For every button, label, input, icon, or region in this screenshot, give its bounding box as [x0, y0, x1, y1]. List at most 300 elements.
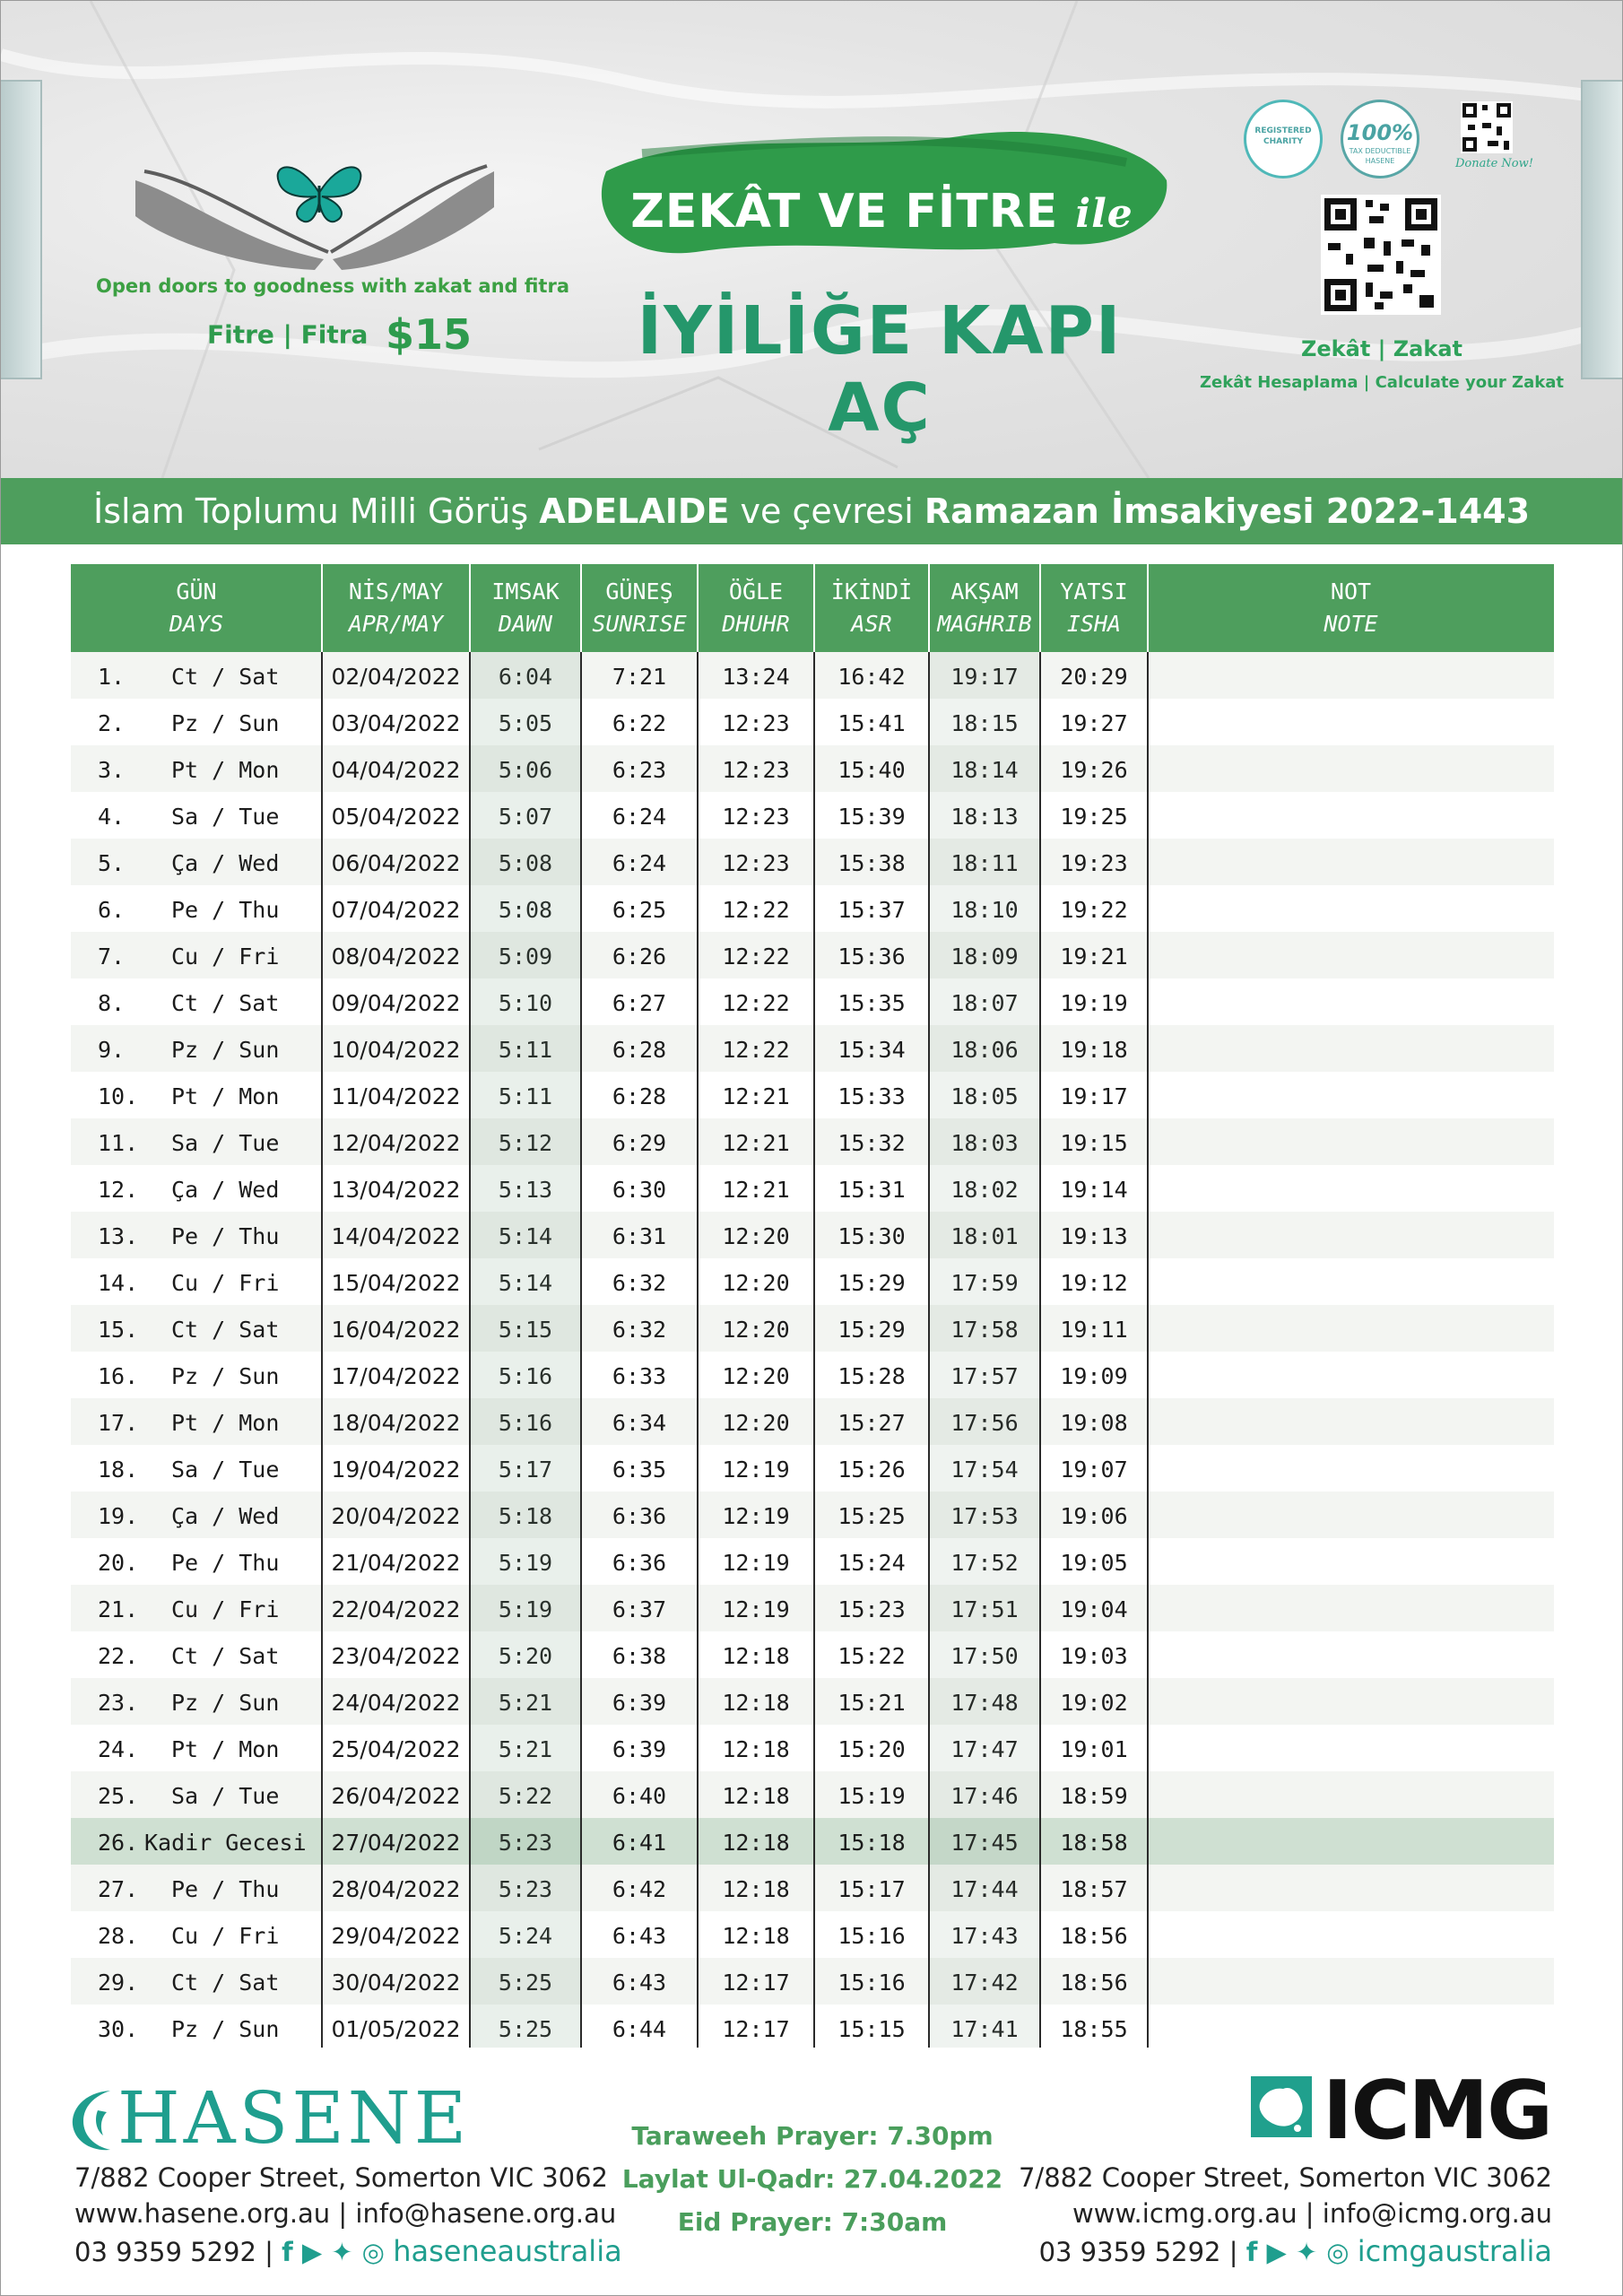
row-imsak: 5:19: [498, 1596, 553, 1622]
row-date: 12/04/2022: [331, 1130, 461, 1156]
row-imsak: 5:24: [498, 1923, 553, 1949]
row-ikindi: 15:17: [838, 1876, 906, 1902]
row-imsak: 5:21: [498, 1690, 553, 1716]
row-yatsi: 18:56: [1060, 1923, 1128, 1949]
row-ogle: 12:20: [722, 1317, 790, 1343]
row-date: 19/04/2022: [331, 1457, 461, 1483]
row-gunes: 6:24: [612, 804, 667, 830]
header-days: [71, 564, 322, 652]
icmg-email-link[interactable]: info@icmg.org.au: [1322, 2198, 1552, 2229]
table-row: [71, 1118, 1554, 1165]
door-left-icon: [1, 80, 42, 379]
tax-badge-hasene: HASENE: [1365, 157, 1395, 165]
row-gunes: 6:43: [612, 1923, 667, 1949]
row-ogle: 12:22: [722, 1037, 790, 1063]
row-imsak: 5:07: [498, 804, 553, 830]
header-isha-tr: YATSI: [1060, 578, 1128, 604]
headline-part2: ve çevresi: [729, 491, 924, 531]
row-ogle: 12:20: [722, 1223, 790, 1249]
row-date: 24/04/2022: [331, 1690, 461, 1716]
row-day: Cu / Fri: [171, 1923, 280, 1949]
row-ikindi: 15:22: [838, 1643, 906, 1669]
row-number: 21.: [98, 1596, 139, 1622]
row-imsak: 5:22: [498, 1783, 553, 1809]
header-asr-tr: İKİNDİ: [830, 578, 913, 604]
icmg-phone: 03 9359 5292: [1038, 2237, 1221, 2267]
row-ogle: 12:20: [722, 1363, 790, 1389]
row-aksam: 18:06: [950, 1037, 1019, 1063]
eid-prayer-note: Eid Prayer: 7:30am: [677, 2207, 948, 2237]
row-ogle: 12:19: [722, 1596, 790, 1622]
row-aksam: 17:48: [950, 1690, 1019, 1716]
row-aksam: 17:56: [950, 1410, 1019, 1436]
row-gunes: 6:23: [612, 757, 667, 783]
row-day: Cu / Fri: [171, 1270, 280, 1296]
row-aksam: 17:47: [950, 1736, 1019, 1762]
row-date: 02/04/2022: [331, 664, 461, 690]
row-number: 23.: [98, 1690, 139, 1716]
row-ogle: 12:18: [722, 1876, 790, 1902]
row-yatsi: 19:14: [1060, 1177, 1128, 1203]
row-date: 23/04/2022: [331, 1643, 461, 1669]
row-aksam: 17:46: [950, 1783, 1019, 1809]
row-yatsi: 19:23: [1060, 850, 1128, 876]
row-ogle: 12:17: [722, 1970, 790, 1996]
row-aksam: 17:54: [950, 1457, 1019, 1483]
row-ogle: 13:24: [722, 664, 790, 690]
table-row-highlight: [71, 1818, 1554, 1865]
donate-qr-code-icon[interactable]: [1461, 101, 1513, 153]
row-yatsi: 19:11: [1060, 1317, 1128, 1343]
row-date: 29/04/2022: [331, 1923, 461, 1949]
table-row: [71, 1352, 1554, 1398]
header-dhuhr: [698, 564, 814, 652]
row-aksam: 18:05: [950, 1083, 1019, 1109]
row-ikindi: 15:29: [838, 1270, 906, 1296]
row-imsak: 5:08: [498, 897, 553, 923]
table-row: [71, 1911, 1554, 1958]
row-ikindi: 15:32: [838, 1130, 906, 1156]
row-day: Cu / Fri: [171, 1596, 280, 1622]
header-note: [1148, 564, 1554, 652]
row-yatsi: 18:58: [1060, 1830, 1128, 1856]
banner-title: [588, 185, 1176, 239]
table-row: [71, 699, 1554, 745]
icmg-phone-line: [1039, 2234, 1552, 2268]
row-imsak: 5:20: [498, 1643, 553, 1669]
hasene-contact-line: [74, 2198, 616, 2229]
header-dawn: [470, 564, 581, 652]
row-yatsi: 19:27: [1060, 710, 1128, 736]
row-day: Pt / Mon: [171, 1736, 280, 1762]
row-number: 7.: [98, 944, 126, 970]
row-aksam: 18:01: [950, 1223, 1019, 1249]
row-date: 07/04/2022: [331, 897, 461, 923]
header-note-en: NOTE: [1324, 611, 1378, 637]
social-media-icons[interactable]: f ▶ ✦ ◎: [1245, 2237, 1350, 2267]
taraweeh-note: Taraweeh Prayer: 7.30pm: [631, 2121, 994, 2151]
row-aksam: 17:44: [950, 1876, 1019, 1902]
row-ikindi: 15:20: [838, 1736, 906, 1762]
row-ikindi: 15:19: [838, 1783, 906, 1809]
row-gunes: 6:39: [612, 1690, 667, 1716]
row-aksam: 17:53: [950, 1503, 1019, 1529]
row-imsak: 5:12: [498, 1130, 553, 1156]
zakat-qr-code-icon[interactable]: [1321, 195, 1441, 315]
column-divider: [813, 652, 815, 2048]
row-imsak: 5:13: [498, 1177, 553, 1203]
icmg-web-link[interactable]: www.icmg.org.au: [1072, 2198, 1298, 2229]
row-aksam: 18:09: [950, 944, 1019, 970]
row-ikindi: 15:21: [838, 1690, 906, 1716]
table-row: [71, 978, 1554, 1025]
row-day: Pz / Sun: [171, 710, 280, 736]
header-date-tr: NİS/MAY: [348, 578, 444, 604]
row-yatsi: 19:13: [1060, 1223, 1128, 1249]
column-divider: [321, 652, 323, 2048]
row-ogle: 12:22: [722, 944, 790, 970]
hasene-phone-line: [74, 2234, 622, 2268]
row-ogle: 12:20: [722, 1270, 790, 1296]
hasene-logo-text: HASENE: [117, 2076, 471, 2160]
row-imsak: 5:17: [498, 1457, 553, 1483]
row-yatsi: 18:56: [1060, 1970, 1128, 1996]
table-row: [71, 1305, 1554, 1352]
row-yatsi: 20:29: [1060, 664, 1128, 690]
row-gunes: 6:22: [612, 710, 667, 736]
header-days-tr: GÜN: [176, 578, 217, 604]
row-number: 10.: [98, 1083, 139, 1109]
row-date: 22/04/2022: [331, 1596, 461, 1622]
hasene-web-link[interactable]: www.hasene.org.au: [74, 2198, 331, 2229]
row-date: 20/04/2022: [331, 1503, 461, 1529]
row-day: Ça / Wed: [171, 850, 280, 876]
row-gunes: 6:41: [612, 1830, 667, 1856]
row-number: 8.: [98, 990, 126, 1016]
row-day: Sa / Tue: [171, 1783, 280, 1809]
row-day: Kadir Gecesi: [144, 1830, 307, 1856]
row-day: Ct / Sat: [171, 1317, 280, 1343]
separator: |: [338, 2198, 348, 2229]
row-yatsi: 19:03: [1060, 1643, 1128, 1669]
header-asr-en: ASR: [851, 611, 892, 637]
row-ogle: 12:21: [722, 1130, 790, 1156]
row-yatsi: 19:02: [1060, 1690, 1128, 1716]
row-yatsi: 19:26: [1060, 757, 1128, 783]
row-gunes: 6:35: [612, 1457, 667, 1483]
header-maghrib-en: MAGHRIB: [937, 611, 1032, 637]
row-gunes: 6:28: [612, 1083, 667, 1109]
row-ogle: 12:21: [722, 1083, 790, 1109]
row-date: 08/04/2022: [331, 944, 461, 970]
row-gunes: 6:31: [612, 1223, 667, 1249]
header-note-tr: NOT: [1330, 578, 1372, 604]
row-gunes: 6:27: [612, 990, 667, 1016]
row-date: 25/04/2022: [331, 1736, 461, 1762]
row-number: 18.: [98, 1457, 139, 1483]
hasene-email-link[interactable]: info@hasene.org.au: [355, 2198, 617, 2229]
row-ogle: 12:19: [722, 1503, 790, 1529]
table-row: [71, 1445, 1554, 1492]
row-date: 09/04/2022: [331, 990, 461, 1016]
row-gunes: 6:39: [612, 1736, 667, 1762]
column-divider: [1039, 652, 1041, 2048]
row-aksam: 18:11: [950, 850, 1019, 876]
row-imsak: 5:08: [498, 850, 553, 876]
row-imsak: 6:04: [498, 664, 553, 690]
row-day: Ct / Sat: [171, 664, 280, 690]
row-number: 13.: [98, 1223, 139, 1249]
row-gunes: 6:32: [612, 1317, 667, 1343]
row-number: 11.: [98, 1130, 139, 1156]
laylat-ul-qadr-note: Laylat Ul-Qadr: 27.04.2022: [621, 2164, 1003, 2194]
row-imsak: 5:23: [498, 1876, 553, 1902]
row-imsak: 5:06: [498, 757, 553, 783]
row-yatsi: 19:21: [1060, 944, 1128, 970]
header-maghrib: [929, 564, 1040, 652]
row-ogle: 12:19: [722, 1550, 790, 1576]
table-row: [71, 1072, 1554, 1118]
table-row: [71, 1631, 1554, 1678]
row-number: 20.: [98, 1550, 139, 1576]
row-number: 12.: [98, 1177, 139, 1203]
row-imsak: 5:25: [498, 1970, 553, 1996]
row-number: 25.: [98, 1783, 139, 1809]
hasene-logo-icon: [67, 2083, 121, 2155]
tax-badge-text: TAX DEDUCTIBLE: [1349, 147, 1411, 155]
row-ikindi: 15:16: [838, 1923, 906, 1949]
hasene-social-handle[interactable]: haseneaustralia: [393, 2234, 622, 2268]
row-aksam: 17:45: [950, 1830, 1019, 1856]
header-maghrib-tr: AKŞAM: [950, 578, 1019, 604]
row-gunes: 6:28: [612, 1037, 667, 1063]
row-ikindi: 15:29: [838, 1317, 906, 1343]
table-row: [71, 1212, 1554, 1258]
row-ogle: 12:18: [722, 1690, 790, 1716]
zakat-calculate-label: Zekât Hesaplama | Calculate your Zakat: [1200, 373, 1564, 392]
table-row: [71, 885, 1554, 932]
separator: |: [1305, 2198, 1315, 2229]
table-row: [71, 1165, 1554, 1212]
social-media-icons[interactable]: f ▶ ✦ ◎: [282, 2237, 385, 2267]
icmg-social-handle[interactable]: icmgaustralia: [1357, 2234, 1552, 2268]
row-aksam: 18:07: [950, 990, 1019, 1016]
column-divider: [697, 652, 699, 2048]
row-yatsi: 19:12: [1060, 1270, 1128, 1296]
row-number: 30.: [98, 2016, 139, 2042]
row-date: 14/04/2022: [331, 1223, 461, 1249]
header-separator: [469, 564, 471, 652]
banner-subtitle: İYİLİĞE KAPI AÇ: [637, 292, 1123, 447]
table-row: [71, 1398, 1554, 1445]
registered-charity-badge: [1244, 100, 1323, 178]
header-date: [322, 564, 470, 652]
row-number: 29.: [98, 1970, 139, 1996]
header-dawn-tr: IMSAK: [491, 578, 560, 604]
headline-title: Ramazan İmsakiyesi 2022-1443: [924, 491, 1531, 531]
row-day: Pt / Mon: [171, 757, 280, 783]
row-imsak: 5:25: [498, 2016, 553, 2042]
row-number: 3.: [98, 757, 126, 783]
row-imsak: 5:23: [498, 1830, 553, 1856]
headline-bar: [1, 478, 1622, 544]
row-aksam: 17:52: [950, 1550, 1019, 1576]
header-separator: [928, 564, 930, 652]
row-yatsi: 19:01: [1060, 1736, 1128, 1762]
row-date: 04/04/2022: [331, 757, 461, 783]
row-date: 17/04/2022: [331, 1363, 461, 1389]
row-aksam: 17:57: [950, 1363, 1019, 1389]
row-ogle: 12:23: [722, 757, 790, 783]
row-number: 28.: [98, 1923, 139, 1949]
row-day: Pz / Sun: [171, 1690, 280, 1716]
row-number: 5.: [98, 850, 126, 876]
row-gunes: 6:25: [612, 897, 667, 923]
separator: |: [265, 2237, 273, 2267]
row-aksam: 17:58: [950, 1317, 1019, 1343]
row-day: Pz / Sun: [171, 2016, 280, 2042]
row-yatsi: 19:05: [1060, 1550, 1128, 1576]
row-ikindi: 15:36: [838, 944, 906, 970]
row-number: 14.: [98, 1270, 139, 1296]
row-ikindi: 15:28: [838, 1363, 906, 1389]
table-row: [71, 1865, 1554, 1911]
row-number: 22.: [98, 1643, 139, 1669]
row-gunes: 6:32: [612, 1270, 667, 1296]
table-row: [71, 1585, 1554, 1631]
row-date: 16/04/2022: [331, 1317, 461, 1343]
row-day: Sa / Tue: [171, 804, 280, 830]
row-yatsi: 19:06: [1060, 1503, 1128, 1529]
row-yatsi: 19:17: [1060, 1083, 1128, 1109]
row-number: 1.: [98, 664, 126, 690]
fitre-label: Fitre | Fitra: [207, 319, 369, 350]
row-ogle: 12:17: [722, 2016, 790, 2042]
column-divider: [1147, 652, 1149, 2048]
row-aksam: 19:17: [950, 664, 1019, 690]
row-yatsi: 19:08: [1060, 1410, 1128, 1436]
row-day: Ct / Sat: [171, 1970, 280, 1996]
header-date-en: APR/MAY: [348, 611, 444, 637]
row-number: 19.: [98, 1503, 139, 1529]
row-day: Cu / Fri: [171, 944, 280, 970]
row-day: Ct / Sat: [171, 1643, 280, 1669]
row-ikindi: 15:31: [838, 1177, 906, 1203]
row-yatsi: 18:57: [1060, 1876, 1128, 1902]
butterfly-icon: [272, 159, 367, 223]
row-ikindi: 15:41: [838, 710, 906, 736]
header-asr: [814, 564, 929, 652]
row-gunes: 6:40: [612, 1783, 667, 1809]
row-number: 9.: [98, 1037, 126, 1063]
column-divider: [928, 652, 930, 2048]
row-gunes: 6:36: [612, 1503, 667, 1529]
column-divider: [469, 652, 471, 2048]
hasene-phone: 03 9359 5292: [74, 2237, 256, 2267]
row-ikindi: 15:38: [838, 850, 906, 876]
row-date: 06/04/2022: [331, 850, 461, 876]
row-aksam: 17:50: [950, 1643, 1019, 1669]
zakat-label: Zekât | Zakat: [1300, 336, 1462, 361]
header-isha-en: ISHA: [1066, 611, 1122, 637]
row-ogle: 12:23: [722, 804, 790, 830]
row-ogle: 12:23: [722, 850, 790, 876]
row-ogle: 12:21: [722, 1177, 790, 1203]
row-date: 03/04/2022: [331, 710, 461, 736]
row-imsak: 5:11: [498, 1083, 553, 1109]
row-gunes: 6:44: [612, 2016, 667, 2042]
table-row: [71, 1492, 1554, 1538]
table-row: [71, 1025, 1554, 1072]
row-number: 26.: [98, 1830, 139, 1856]
table-row: [71, 839, 1554, 885]
fitre-price-row: [207, 310, 472, 359]
table-row: [71, 1258, 1554, 1305]
header-separator: [1039, 564, 1041, 652]
row-ogle: 12:18: [722, 1783, 790, 1809]
zakat-banner: [1, 1, 1622, 478]
row-day: Pt / Mon: [171, 1083, 280, 1109]
table-row: [71, 1958, 1554, 2005]
row-ikindi: 15:16: [838, 1970, 906, 1996]
row-imsak: 5:19: [498, 1550, 553, 1576]
donate-now-label: Donate Now!: [1455, 157, 1533, 170]
row-ogle: 12:22: [722, 990, 790, 1016]
row-imsak: 5:18: [498, 1503, 553, 1529]
charity-badge-text: REGISTERED CHARITY: [1254, 126, 1312, 146]
row-ogle: 12:22: [722, 897, 790, 923]
row-aksam: 18:03: [950, 1130, 1019, 1156]
table-row: [71, 2005, 1554, 2051]
row-day: Pe / Thu: [171, 897, 280, 923]
row-ikindi: 15:23: [838, 1596, 906, 1622]
row-date: 18/04/2022: [331, 1410, 461, 1436]
tax-deductible-badge: [1341, 100, 1419, 178]
table-row: [71, 1678, 1554, 1725]
row-day: Ça / Wed: [171, 1503, 280, 1529]
row-date: 15/04/2022: [331, 1270, 461, 1296]
row-ogle: 12:18: [722, 1923, 790, 1949]
row-imsak: 5:14: [498, 1223, 553, 1249]
banner-title-ile: ile: [1075, 191, 1133, 237]
tax-badge-percent: 100%: [1346, 120, 1414, 145]
door-right-icon: [1581, 80, 1622, 379]
row-gunes: 6:37: [612, 1596, 667, 1622]
row-ogle: 12:20: [722, 1410, 790, 1436]
row-day: Ct / Sat: [171, 990, 280, 1016]
row-number: 2.: [98, 710, 126, 736]
table-header: [71, 564, 1554, 652]
table-row: [71, 792, 1554, 839]
row-date: 13/04/2022: [331, 1177, 461, 1203]
row-aksam: 18:13: [950, 804, 1019, 830]
row-gunes: 6:24: [612, 850, 667, 876]
row-day: Sa / Tue: [171, 1457, 280, 1483]
row-imsak: 5:16: [498, 1363, 553, 1389]
header-dhuhr-en: DHUHR: [722, 611, 790, 637]
row-date: 11/04/2022: [331, 1083, 461, 1109]
row-gunes: 6:29: [612, 1130, 667, 1156]
row-ikindi: 15:15: [838, 2016, 906, 2042]
row-ikindi: 15:25: [838, 1503, 906, 1529]
row-date: 05/04/2022: [331, 804, 461, 830]
row-yatsi: 19:04: [1060, 1596, 1128, 1622]
fitre-price: $15: [386, 310, 473, 359]
prayer-times-table: [71, 564, 1554, 2048]
table-row: [71, 1538, 1554, 1585]
row-imsak: 5:05: [498, 710, 553, 736]
headline-part1: İslam Toplumu Milli Görüş: [92, 491, 540, 531]
